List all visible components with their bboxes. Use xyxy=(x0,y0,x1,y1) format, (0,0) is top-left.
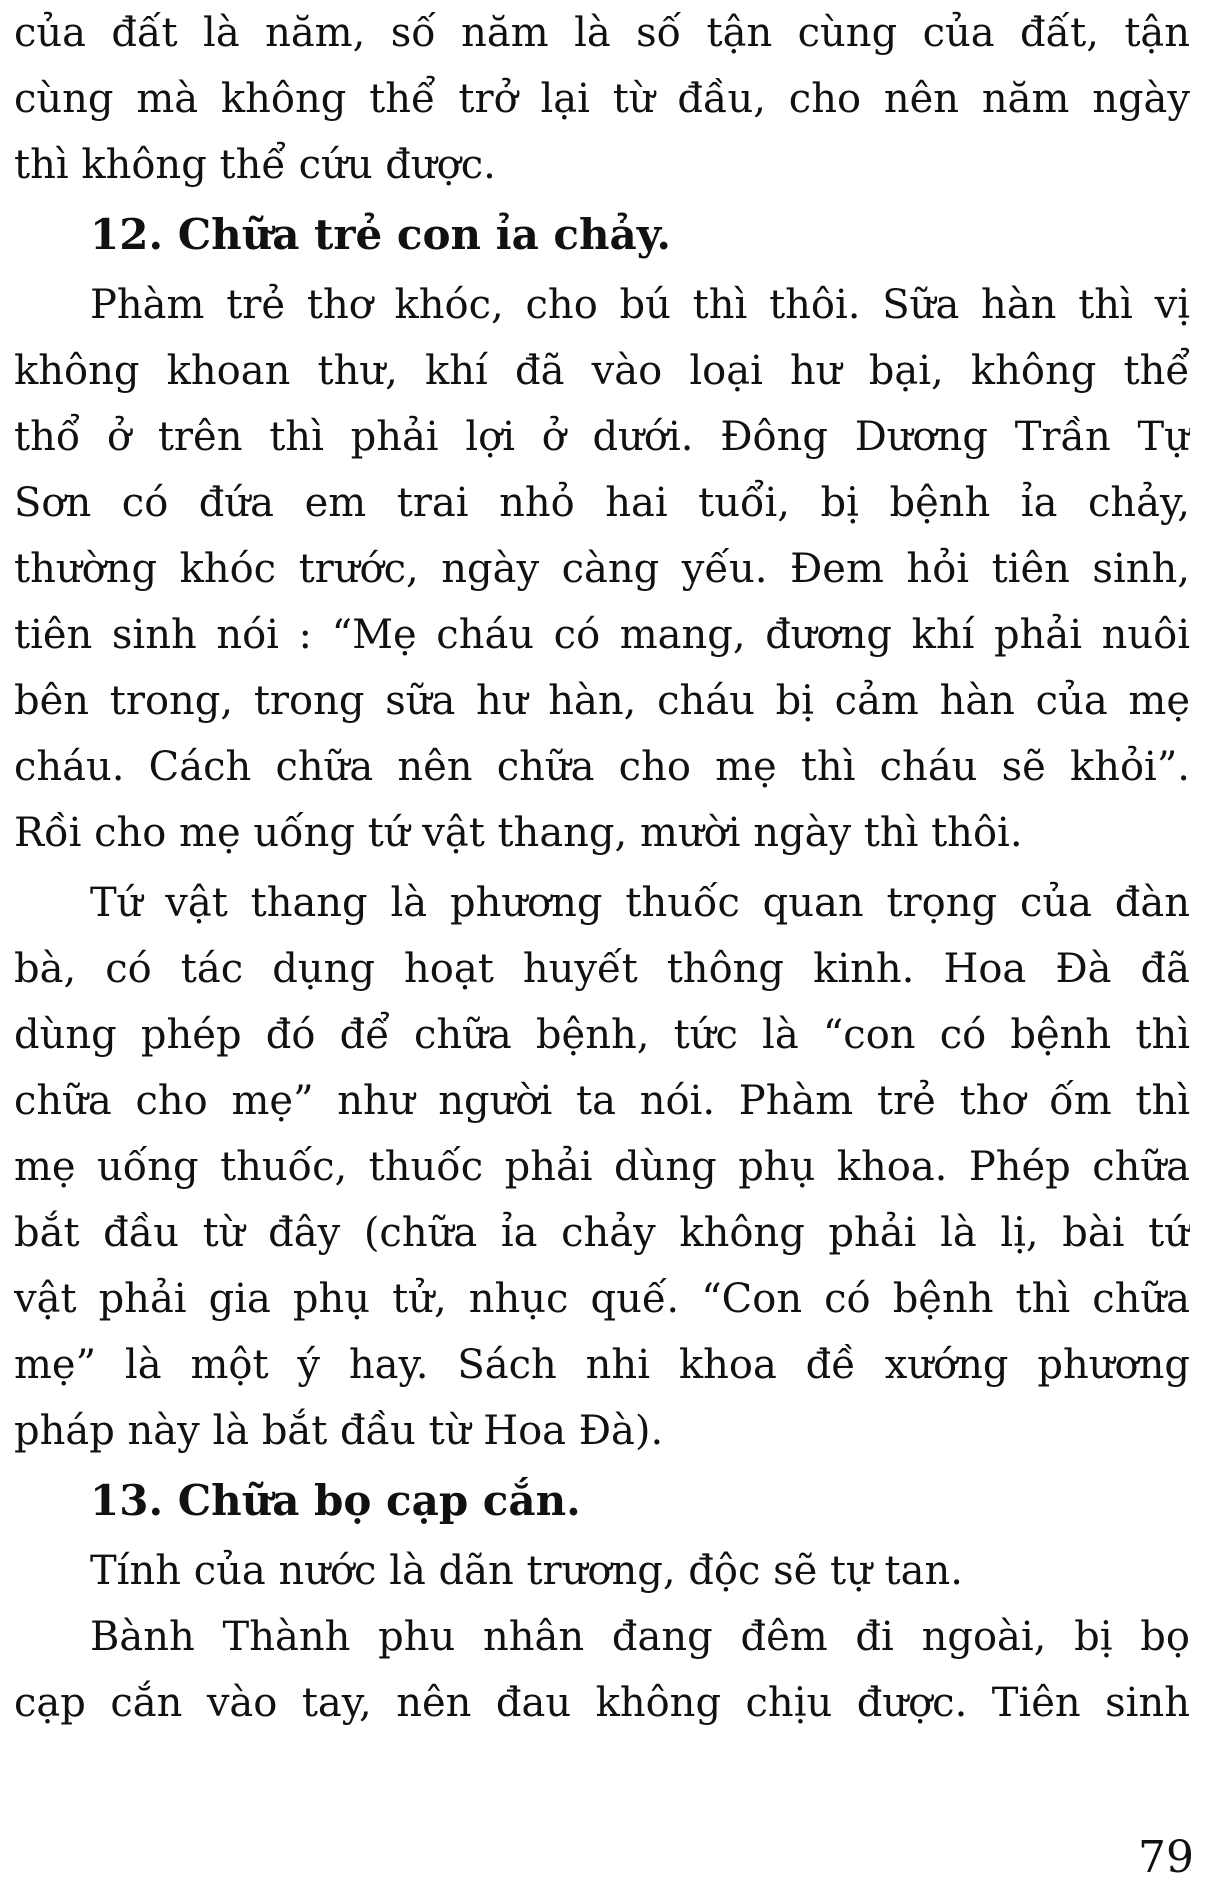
body-line: cháu. Cách chữa nên chữa cho mẹ thì cháu sẽ khỏi”. xyxy=(14,744,1190,790)
section-heading: 13. Chữa bọ cạp cắn. xyxy=(90,1476,581,1525)
body-line: bên trong, trong sữa hư hàn, cháu bị cảm hàn của mẹ xyxy=(14,678,1190,724)
page-number: 79 xyxy=(1138,1832,1194,1883)
body-line: bắt đầu từ đây (chữa ỉa chảy không phải là lị, bài tứ xyxy=(14,1210,1190,1256)
book-page xyxy=(14,0,1190,1736)
body-line: pháp này là bắt đầu từ Hoa Đà). xyxy=(14,1408,664,1454)
body-line: Rồi cho mẹ uống tứ vật thang, mười ngày thì thôi. xyxy=(14,810,1023,856)
section-heading: 12. Chữa trẻ con ỉa chảy. xyxy=(90,210,671,259)
body-line: Tứ vật thang là phương thuốc quan trọng của đàn xyxy=(90,880,1190,926)
body-line: vật phải gia phụ tử, nhục quế. “Con có bệnh thì chữa xyxy=(14,1276,1190,1322)
body-line: thì không thể cứu được. xyxy=(14,142,496,188)
body-line: Bành Thành phu nhân đang đêm đi ngoài, bị bọ xyxy=(90,1614,1190,1660)
body-line: bà, có tác dụng hoạt huyết thông kinh. Hoa Đà đã xyxy=(14,946,1190,992)
body-line: không khoan thư, khí đã vào loại hư bại, không thể xyxy=(14,348,1190,394)
body-line: Phàm trẻ thơ khóc, cho bú thì thôi. Sữa hàn thì vị xyxy=(90,282,1190,328)
body-line: tiên sinh nói : “Mẹ cháu có mang, đương khí phải nuôi xyxy=(14,612,1190,658)
body-line: chữa cho mẹ” như người ta nói. Phàm trẻ thơ ốm thì xyxy=(14,1078,1190,1124)
body-line: của đất là năm, số năm là số tận cùng của đất, tận xyxy=(14,10,1190,56)
body-line: mẹ” là một ý hay. Sách nhi khoa đề xướng phương xyxy=(14,1342,1190,1388)
body-line: Tính của nước là dãn trương, độc sẽ tự tan. xyxy=(90,1548,963,1594)
body-line: thổ ở trên thì phải lợi ở dưới. Đông Dương Trần Tự xyxy=(14,414,1190,460)
body-line: Sơn có đứa em trai nhỏ hai tuổi, bị bệnh ỉa chảy, xyxy=(14,480,1190,526)
body-line: cùng mà không thể trở lại từ đầu, cho nên năm ngày xyxy=(14,76,1190,122)
body-line: cạp cắn vào tay, nên đau không chịu được. Tiên sinh xyxy=(14,1680,1190,1726)
body-line: dùng phép đó để chữa bệnh, tức là “con có bệnh thì xyxy=(14,1012,1190,1058)
body-line: mẹ uống thuốc, thuốc phải dùng phụ khoa. Phép chữa xyxy=(14,1144,1190,1190)
body-line: thường khóc trước, ngày càng yếu. Đem hỏi tiên sinh, xyxy=(14,546,1190,592)
